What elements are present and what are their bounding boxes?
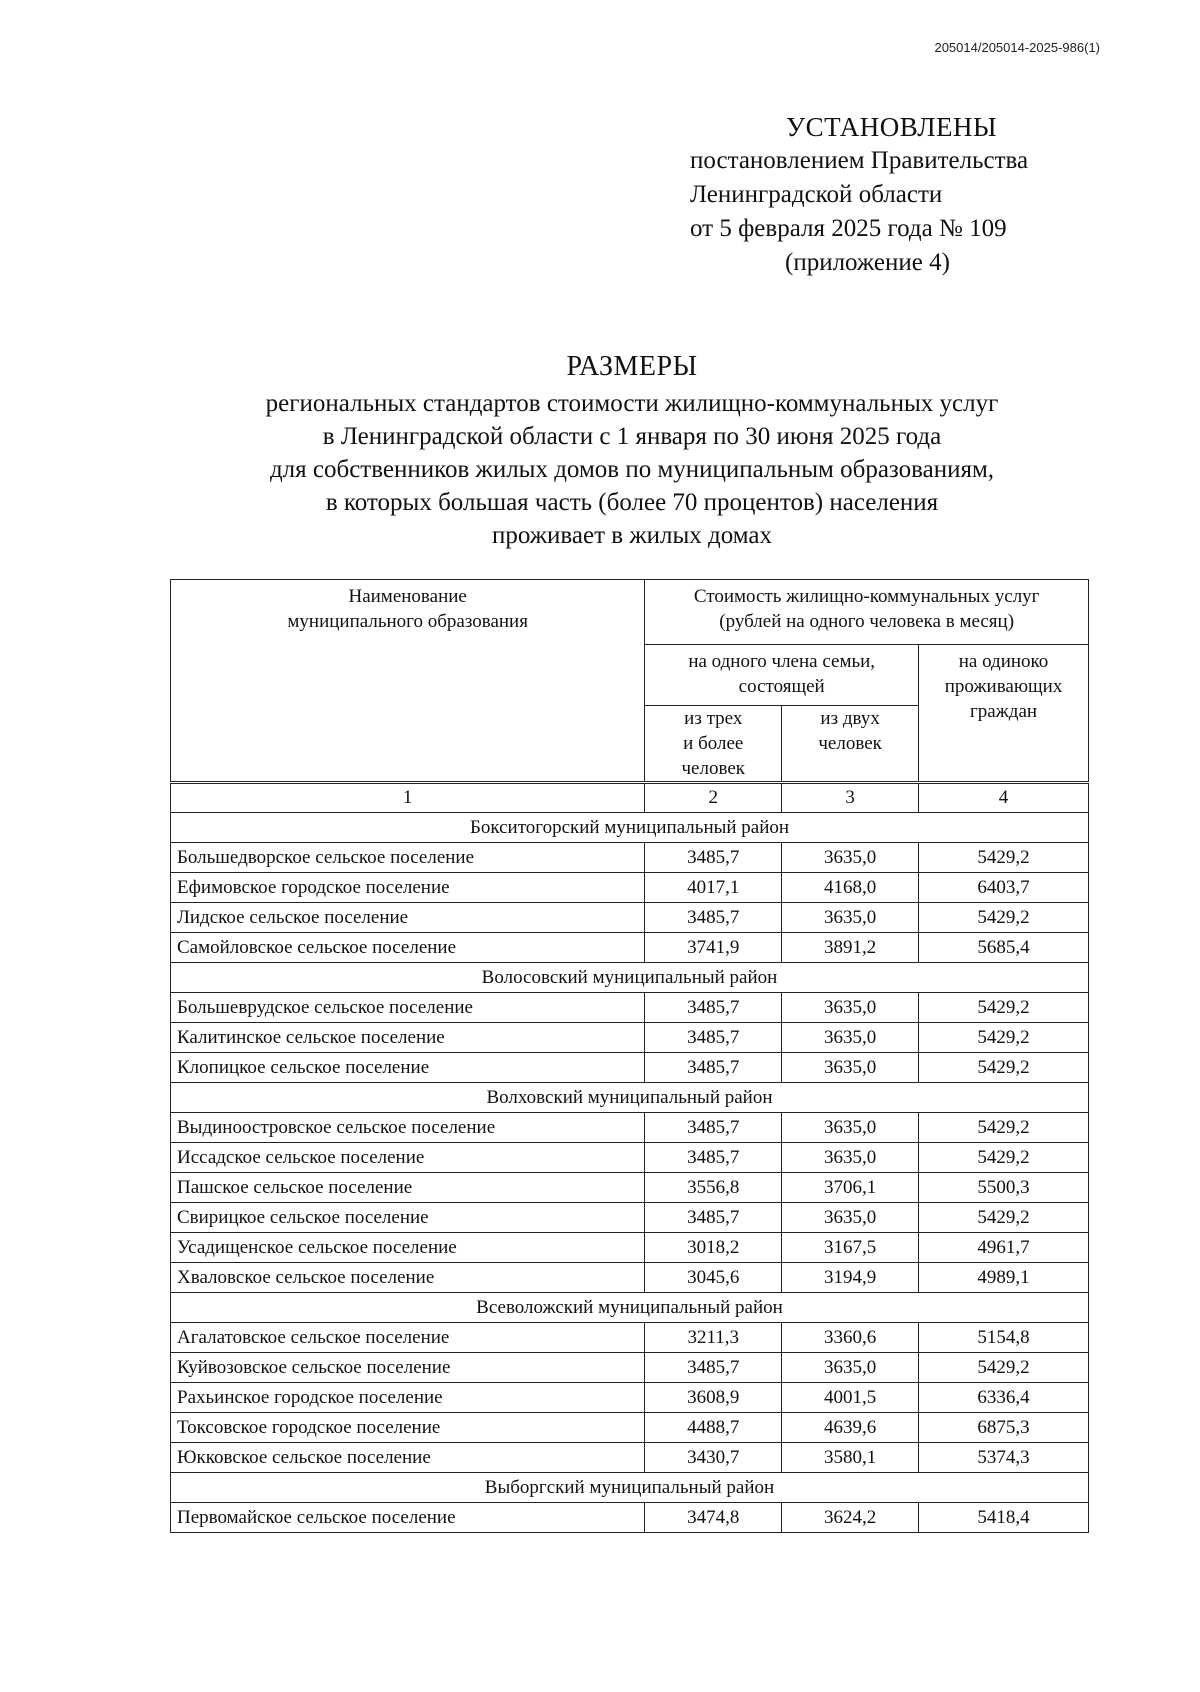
cost-two: 3624,2 — [782, 1503, 919, 1533]
cost-three-plus: 3741,9 — [645, 933, 782, 963]
cost-three-plus: 3045,6 — [645, 1263, 782, 1293]
cost-two: 4001,5 — [782, 1383, 919, 1413]
cost-two: 4168,0 — [782, 873, 919, 903]
settlement-name: Большеврудское сельское поселение — [171, 993, 645, 1023]
cost-two: 3635,0 — [782, 993, 919, 1023]
header-two-line-2: человек — [818, 733, 882, 754]
header-cost-line-1: Стоимость жилищно-коммунальных услуг — [693, 586, 1040, 607]
column-number: 3 — [782, 783, 919, 813]
settlement-name: Свирицкое сельское поселение — [171, 1203, 645, 1233]
header-name-line-1: Наименование — [348, 586, 467, 607]
settlement-name: Хваловское сельское поселение — [171, 1263, 645, 1293]
header-three-line-3: человек — [681, 758, 745, 779]
district-row — [171, 1083, 1089, 1113]
cost-three-plus: 3485,7 — [645, 1203, 782, 1233]
district-row — [171, 1293, 1089, 1323]
settlement-name: Иссадское сельское поселение — [171, 1143, 645, 1173]
header-family-line-1: на одного члена семьи, — [688, 651, 876, 672]
title-line-5: проживает в жилых домах — [492, 522, 772, 549]
district-name: Волховский муниципальный район — [171, 1083, 1089, 1113]
settlement-name: Пашское сельское поселение — [171, 1173, 645, 1203]
approval-line-3: от 5 февраля 2025 года № 109 — [690, 215, 1007, 242]
header-single-line-1: на одиноко — [958, 651, 1049, 672]
document-title — [150, 350, 1114, 552]
table-row — [171, 1413, 1089, 1443]
title-line-1: региональных стандартов стоимости жилищно-коммунальных услуг — [265, 390, 999, 417]
document-id: 205014/205014-2025-986(1) — [934, 40, 1100, 55]
cost-single: 5154,8 — [919, 1323, 1089, 1353]
district-row — [171, 813, 1089, 843]
cost-single: 5429,2 — [919, 1203, 1089, 1233]
table-row — [171, 873, 1089, 903]
cost-three-plus: 3485,7 — [645, 1053, 782, 1083]
table-row — [171, 1263, 1089, 1293]
cost-single: 6875,3 — [919, 1413, 1089, 1443]
cost-single: 4961,7 — [919, 1233, 1089, 1263]
settlement-name: Выдиноостровское сельское поселение — [171, 1113, 645, 1143]
settlement-name: Ефимовское городское поселение — [171, 873, 645, 903]
header-three-line-2: и более — [683, 733, 744, 754]
cost-single: 5374,3 — [919, 1443, 1089, 1473]
table-row — [171, 1353, 1089, 1383]
cost-single: 5429,2 — [919, 1053, 1089, 1083]
header-family — [645, 645, 919, 706]
title-main: РАЗМЕРЫ — [566, 351, 698, 382]
cost-two: 3635,0 — [782, 1023, 919, 1053]
column-number-row — [171, 783, 1089, 813]
title-line-2: в Ленинградской области с 1 января по 30 июня 2025 года — [322, 423, 942, 450]
header-single-line-3: граждан — [969, 701, 1038, 722]
cost-three-plus: 3485,7 — [645, 1143, 782, 1173]
cost-two: 3167,5 — [782, 1233, 919, 1263]
cost-single: 5500,3 — [919, 1173, 1089, 1203]
district-row — [171, 1473, 1089, 1503]
cost-single: 6403,7 — [919, 873, 1089, 903]
column-number: 4 — [919, 783, 1089, 813]
cost-three-plus: 3485,7 — [645, 1023, 782, 1053]
cost-three-plus: 4488,7 — [645, 1413, 782, 1443]
column-number: 2 — [645, 783, 782, 813]
header-name-line-2: муниципального образования — [287, 611, 528, 632]
title-line-4: в которых большая часть (более 70 процентов) населения — [325, 489, 939, 516]
cost-three-plus: 3430,7 — [645, 1443, 782, 1473]
cost-three-plus: 3485,7 — [645, 843, 782, 873]
cost-two: 3635,0 — [782, 1053, 919, 1083]
cost-two: 3635,0 — [782, 903, 919, 933]
table-row — [171, 1023, 1089, 1053]
cost-three-plus: 3485,7 — [645, 993, 782, 1023]
settlement-name: Самойловское сельское поселение — [171, 933, 645, 963]
settlement-name: Усадищенское сельское поселение — [171, 1233, 645, 1263]
cost-two: 3580,1 — [782, 1443, 919, 1473]
settlement-name: Рахьинское городское поселение — [171, 1383, 645, 1413]
district-row — [171, 963, 1089, 993]
table-row — [171, 993, 1089, 1023]
header-family-line-2: состоящей — [738, 676, 825, 697]
cost-three-plus: 3485,7 — [645, 1113, 782, 1143]
cost-two: 3194,9 — [782, 1263, 919, 1293]
cost-single: 5685,4 — [919, 933, 1089, 963]
cost-three-plus: 4017,1 — [645, 873, 782, 903]
cost-three-plus: 3211,3 — [645, 1323, 782, 1353]
cost-three-plus: 3474,8 — [645, 1503, 782, 1533]
header-two — [782, 706, 919, 783]
cost-two: 3635,0 — [782, 1353, 919, 1383]
cost-two: 3635,0 — [782, 1143, 919, 1173]
header-two-line-1: из двух — [820, 708, 880, 729]
settlement-name: Куйвозовское сельское поселение — [171, 1353, 645, 1383]
cost-single: 5429,2 — [919, 1113, 1089, 1143]
table-body — [171, 813, 1089, 1533]
table-row — [171, 1383, 1089, 1413]
header-name — [171, 580, 645, 783]
settlement-name: Большедворское сельское поселение — [171, 843, 645, 873]
table-row — [171, 1443, 1089, 1473]
cost-single: 5418,4 — [919, 1503, 1089, 1533]
table-row — [171, 843, 1089, 873]
cost-table — [170, 579, 1089, 1533]
cost-single: 6336,4 — [919, 1383, 1089, 1413]
cost-three-plus: 3485,7 — [645, 1353, 782, 1383]
cost-three-plus: 3485,7 — [645, 903, 782, 933]
cost-single: 5429,2 — [919, 843, 1089, 873]
settlement-name: Токсовское городское поселение — [171, 1413, 645, 1443]
approval-heading: УСТАНОВЛЕНЫ — [786, 112, 998, 142]
settlement-name: Клопицкое сельское поселение — [171, 1053, 645, 1083]
header-single-line-2: проживающих — [944, 676, 1063, 697]
table-row — [171, 903, 1089, 933]
district-name: Всеволожский муниципальный район — [171, 1293, 1089, 1323]
settlement-name: Агалатовское сельское поселение — [171, 1323, 645, 1353]
district-name: Выборгский муниципальный район — [171, 1473, 1089, 1503]
cost-single: 5429,2 — [919, 1023, 1089, 1053]
cost-two: 3635,0 — [782, 1113, 919, 1143]
cost-three-plus: 3556,8 — [645, 1173, 782, 1203]
cost-three-plus: 3018,2 — [645, 1233, 782, 1263]
cost-two: 3635,0 — [782, 843, 919, 873]
settlement-name: Калитинское сельское поселение — [171, 1023, 645, 1053]
header-three-line-1: из трех — [684, 708, 743, 729]
table-row — [171, 1233, 1089, 1263]
title-line-3: для собственников жилых домов по муниципальным образованиям, — [269, 456, 995, 483]
header-three — [645, 706, 782, 783]
cost-three-plus: 3608,9 — [645, 1383, 782, 1413]
cost-single: 5429,2 — [919, 903, 1089, 933]
table-row — [171, 1323, 1089, 1353]
header-cost — [645, 580, 1089, 645]
table-row — [171, 1113, 1089, 1143]
cost-two: 3706,1 — [782, 1173, 919, 1203]
table-row — [171, 1143, 1089, 1173]
cost-single: 5429,2 — [919, 1353, 1089, 1383]
table-row — [171, 1173, 1089, 1203]
cost-two: 3360,6 — [782, 1323, 919, 1353]
approval-line-4: (приложение 4) — [785, 249, 950, 276]
cost-single: 5429,2 — [919, 993, 1089, 1023]
header-cost-line-2: (рублей на одного человека в месяц) — [719, 611, 1015, 632]
settlement-name: Первомайское сельское поселение — [171, 1503, 645, 1533]
table-row — [171, 1053, 1089, 1083]
cost-two: 3635,0 — [782, 1203, 919, 1233]
table-row — [171, 933, 1089, 963]
column-number: 1 — [171, 783, 645, 813]
table-row — [171, 1203, 1089, 1233]
table-row — [171, 1503, 1089, 1533]
district-name: Бокситогорский муниципальный район — [171, 813, 1089, 843]
district-name: Волосовский муниципальный район — [171, 963, 1089, 993]
cost-two: 3891,2 — [782, 933, 919, 963]
cost-two: 4639,6 — [782, 1413, 919, 1443]
header-single — [919, 645, 1089, 783]
approval-line-2: Ленинградской области — [690, 181, 943, 208]
cost-single: 5429,2 — [919, 1143, 1089, 1173]
approval-line-1: постановлением Правительства — [690, 147, 1029, 174]
settlement-name: Юкковское сельское поселение — [171, 1443, 645, 1473]
approval-stamp — [690, 110, 1090, 280]
cost-single: 4989,1 — [919, 1263, 1089, 1293]
settlement-name: Лидское сельское поселение — [171, 903, 645, 933]
